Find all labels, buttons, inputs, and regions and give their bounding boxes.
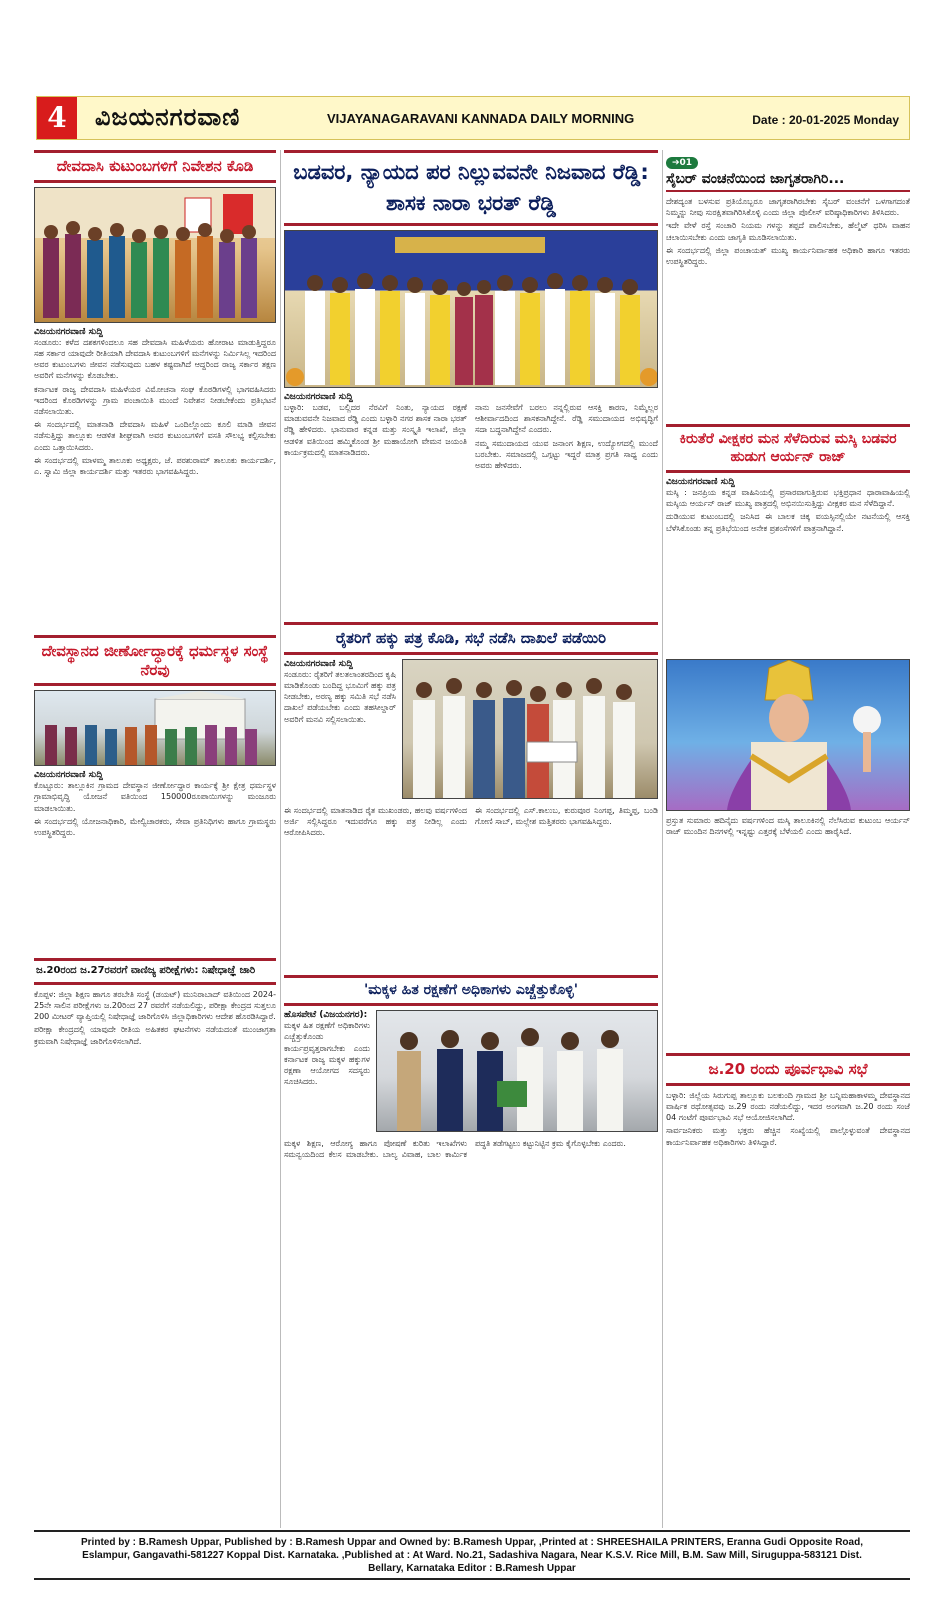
continued-tag: ➔01 — [666, 157, 698, 169]
headline-temple-renovation: ದೇವಸ್ಥಾನದ ಜೀರ್ಣೋದ್ಧಾರಕ್ಕೆ ಧರ್ಮಸ್ಥಳ ಸಂಸ್ಥೆ ನೆರವು — [34, 635, 276, 687]
paragraph: ಕರ್ನಾಟಕ ರಾಜ್ಯ ದೇವದಾಸಿ ಮಹಿಳೆಯರ ವಿಮೋಚನಾ ಸಂಘ ಕೊಠಡಿಗಳಲ್ಲಿ ಭಾಗವಹಿಸಿದರು ಇದರಿಂದ ಕೊಠಡಿಗಳನ್ನು ಗ್ರಾಮ ಪಂಚಾಯಿತಿ ಮುಂದೆ ನಿವೇಶನ ನೀಡಬೇಕೆಂದು ಪ್ರತಿಭಟನೆ ನಡೆಸಲಾಯಿತು. — [34, 384, 276, 416]
paragraph: ಕೊಟ್ಟೂರು: ತಾಲ್ಲೂಕಿನ ಗ್ರಾಮದ ದೇವಸ್ಥಾನ ಜೀರ್ಣೋದ್ಧಾರ ಕಾರ್ಯಕ್ಕೆ ಶ್ರೀ ಕ್ಷೇತ್ರ ಧರ್ಮಸ್ಥಳ ಗ್ರಾಮಾಭಿವೃದ್ಧಿ ಯೋಜನೆ ವತಿಯಿಂದ 150000ರೂಪಾಯಿಗಳನ್ನು ಮಂಜೂರು ಮಾಡಲಾಯಿತು. — [34, 781, 276, 813]
farmers-continued-text — [284, 805, 658, 969]
paragraph: ಈ ಸಂದರ್ಭದಲ್ಲಿ ಮಾತನಾಡಿದ ರೈತ ಮುಖಂಡರು, ಹಲವು ವರ್ಷಗಳಿಂದ ಅರ್ಜಿ ಸಲ್ಲಿಸಿದ್ದರೂ ಇದುವರೆಗೂ ಹಕ್ಕು ಪತ್ರ ನೀಡಿಲ್ಲ ಎಂದು ಆರೋಪಿಸಿದರು. — [284, 805, 467, 838]
article-body-meeting — [666, 1090, 910, 1286]
headline-bharath-reddy: ಬಡವರ, ನ್ಯಾಯದ ಪರ ನಿಲ್ಲುವವನೇ ನಿಜವಾದ ರೆಡ್ಡಿ: ಶಾಸಕ ನಾರಾ ಭರತ್ ರೆಡ್ಡಿ — [284, 150, 658, 226]
memorandum-photo-illustration — [403, 660, 658, 799]
photo-aryan-raj-costume — [666, 659, 910, 811]
column-left — [34, 150, 276, 1251]
paragraph-lead: ಮಕ್ಕಳ ಹಿತ ರಕ್ಷಣೆಗೆ ಅಧಿಕಾರಿಗಳು ಎಚ್ಚೆತ್ತುಕೊಂಡು ಕಾರ್ಯಪ್ರವೃತ್ತರಾಗಬೇಕು ಎಂದು ಕರ್ನಾಟಕ ರಾಜ್ಯ ಮಕ್ಕಳ ಹಕ್ಕುಗಳ ರಕ್ಷಣಾ ಆಯೋಗದ ಸದಸ್ಯರು ಸೂಚಿಸಿದರು. — [284, 1021, 370, 1087]
imprint-line: Printed by : B.Ramesh Uppar, Published by : B.Ramesh Uppar and Owned by: B.Ramesh Uppar, ,Printed at : SHREESHAILA PRINTERS, Eranna Gudi Opposite Road, — [81, 1537, 863, 1548]
photo-vemana-jayanti-stage — [284, 230, 658, 388]
paragraph: ಈ ಸಂದರ್ಭದಲ್ಲಿ ಯೋಜನಾಧಿಕಾರಿ, ಮೇಲ್ವಿಚಾರಕರು, ಸೇವಾ ಪ್ರತಿನಿಧಿಗಳು ಹಾಗೂ ಗ್ರಾಮಸ್ಥರು ಉಪಸ್ಥಿತರಿದ್ದರು. — [34, 816, 276, 838]
byline: ವಿಜಯನಗರವಾಣಿ ಸುದ್ದಿ — [284, 392, 353, 402]
story-child-rights-block — [284, 1010, 658, 1260]
article-body-devadasi — [34, 337, 276, 629]
headline-child-rights: 'ಮಕ್ಕಳ ಹಿತ ರಕ್ಷಣೆಗೆ ಅಧಿಕಾಗಳು ಎಚ್ಚೆತ್ತುಕೊಳ್ಳಿ' — [284, 975, 658, 1007]
column-divider — [280, 150, 281, 1528]
paragraph: ಕೊಪ್ಪಳ: ಜಿಲ್ಲಾ ಶಿಕ್ಷಣ ಹಾಗೂ ತರಬೇತಿ ಸಂಸ್ಥೆ (ಡಯಟ್) ಮುನಿರಾಬಾದ್ ವತಿಯಿಂದ 2024-25ನೇ ಸಾಲಿನ ಪರೀಕ್ಷೆಗಳು ಜ.20ರಿಂದ 27 ರವರೆಗೆ ನಡೆಯಲಿದ್ದು, ಪರೀಕ್ಷಾ ಕೇಂದ್ರದ ಸುತ್ತಲೂ 200 ಮೀಟರ್ ವ್ಯಾಪ್ತಿಯಲ್ಲಿ ನಿಷೇಧಾಜ್ಞೆ ಜಾರಿಗೊಳಿಸಿ ಜಿಲ್ಲಾಧಿಕಾರಿಗಳು ಆದೇಶ ಹೊರಡಿಸಿದ್ದಾರೆ. — [34, 989, 276, 1022]
footer-rule-bottom — [34, 1578, 910, 1580]
newspaper-title-kannada: ವಿಜಯನಗರವಾಣಿ — [95, 103, 241, 131]
byline: ವಿಜಯನಗರವಾಣಿ ಸುದ್ದಿ — [34, 770, 103, 781]
headline-aryan-raj: ಕಿರುತೆರೆ ವೀಕ್ಷಕರ ಮನ ಸೆಳೆದಿರುವ ಮಸ್ಕಿ ಬಡವರ ಹುಡುಗ ಆರ್ಯನ್ ರಾಜ್ — [666, 424, 910, 473]
paragraph: ಈ ಸಂದರ್ಭದಲ್ಲಿ ಮಾತನಾಡಿ ದೇವದಾಸಿ ಮಹಿಳೆ ಒಂದಿಲ್ಲೊಂದು ಕೂಲಿ ಮಾಡಿ ಜೀವನ ನಡೆಸುತ್ತಿದ್ದು ತಾಲ್ಲೂಕು ಆಡಳಿತ ಶೀಘ್ರವಾಗಿ ಅವರ ಕುಟುಂಬಗಳಿಗೆ ವಸತಿ ಸೌಲಭ್ಯ ಕಲ್ಪಿಸಬೇಕು ಎಂದು ಒತ್ತಾಯಿಸಿದರು. — [34, 420, 276, 452]
column-divider — [662, 150, 663, 1528]
photo-child-rights-meeting — [376, 1010, 658, 1132]
byline: ವಿಜಯನಗರವಾಣಿ ಸುದ್ದಿ — [666, 477, 735, 487]
article-body-bharath-reddy — [284, 402, 658, 616]
article-body-exams — [34, 989, 276, 1251]
issue-date: Date : 20-01-2025 Monday — [752, 113, 899, 127]
headline-cyber-fraud: ಸೈಬರ್ ವಂಚನೆಯಿಂದ ಜಾಗೃತರಾಗಿರಿ... — [666, 171, 910, 192]
article-body-cyber — [666, 196, 910, 416]
paragraph: ಬಳ್ಳಾರಿ: ಜಿಲ್ಲೆಯ ಸಿರುಗುಪ್ಪ ತಾಲ್ಲೂಕು ಬಲಕುಂದಿ ಗ್ರಾಮದ ಶ್ರೀ ಬನ್ನಿಮಹಾಕಾಳಮ್ಮ ದೇವಸ್ಥಾನದ ವಾರ್ಷಿಕ ರಥೋತ್ಸವವು ಜ.29 ರಂದು ನಡೆಯಲಿದ್ದು, ಇದರ ಅಂಗವಾಗಿ ಜ.20 ರಂದು ಸಂಜೆ 04 ಗಂಟೆಗೆ ಪೂರ್ವಭಾವಿ ಸಭೆ ಆಯೋಜಿಸಲಾಗಿದೆ. — [666, 1090, 910, 1123]
paragraph: ದುಡಿಯುವ ಕುಟುಂಬದಲ್ಲಿ ಜನಿಸಿದ ಈ ಬಾಲಕ ಚಿಕ್ಕ ವಯಸ್ಸಿನಲ್ಲಿಯೇ ನಟನೆಯಲ್ಲಿ ಆಸಕ್ತಿ ಬೆಳೆಸಿಕೊಂಡು ತನ್ನ ಪ್ರತಿಭೆಯಿಂದ ಅನೇಕ ಪ್ರಶಂಸೆಗಳಿಗೆ ಪಾತ್ರನಾಗಿದ್ದಾನೆ. — [666, 512, 910, 533]
headline-exams-prohibitory: ಜ.20ರಂದ ಜ.27ರವರಗೆ ವಾಣಿಜ್ಯ ಪರೀಕ್ಷೆಗಳು: ನಿಷೇಧಾಜ್ಞೆ ಜಾರಿ — [34, 958, 276, 985]
paragraph: ದೇಶದ್ಯಂತ ಬಳಸುವ ಪ್ರತಿಯೊಬ್ಬರೂ ಜಾಗೃತರಾಗಿರಬೇಕು ಸೈಬರ್ ವಂಚನೆಗೆ ಒಳಗಾಗದಂತೆ ನಿಮ್ಮನ್ನು ನೀವು ಸುರಕ್ಷಿತವಾಗಿರಿಸಿಕೊಳ್ಳಿ ಎಂದು ಜಿಲ್ಲಾ ಪೊಲೀಸ್ ವರಿಷ್ಠಾಧಿಕಾರಿಗಳು ತಿಳಿಸಿದರು. — [666, 197, 910, 218]
story-cyber-header — [666, 150, 910, 169]
photo-temple-donation — [34, 690, 276, 766]
child-rights-continued-text: ಮಕ್ಕಳ ಶಿಕ್ಷಣ, ಆರೋಗ್ಯ ಹಾಗೂ ಪೋಷಣೆ ಕುರಿತು ಇಲಾಖೆಗಳು ಸಮನ್ವಯದಿಂದ ಕೆಲಸ ಮಾಡಬೇಕು. ಬಾಲ್ಯ ವಿವಾಹ, ಬಾಲ ಕಾರ್ಮಿಕ ಪದ್ಧತಿ ತಡೆಗಟ್ಟಲು ಕಟ್ಟುನಿಟ್ಟಿನ ಕ್ರಮ ಕೈಗೊಳ್ಳಬೇಕು ಎಂದರು. — [284, 1139, 626, 1160]
imprint-line: Eslampur, Gangavathi-581227 Koppal Dist. Karnataka. ,Published at : At Ward. No.21, Sadashiva Nagara, Near K.S.V. Rice Mill, B.M. Saw Mill, Siruguppa-583121 Dist. — [82, 1550, 862, 1561]
paragraph: ಸಂಡೂರು: ಕಳೆದ ದಶಕಗಳಿಂದಲೂ ಸಹ ದೇವದಾಸಿ ಮಹಿಳೆಯರು ಹೋರಾಟ ಮಾಡುತ್ತಿದ್ದರೂ ಸಹ ಸರ್ಕಾರ ಯಾವುದೇ ರೀತಿಯಾಗಿ ದೇವದಾಸಿ ಕುಟುಂಬಗಳಿಗೆ ಮನೆಗಳನ್ನು ನಿರ್ಮಿಸಿಲ್ಲ ಇದರಿಂದ ಅವರ ಕುಟುಂಬಗಳು ಜೀವನ ನಡೆಸುವುದು ಬಹಳ ಕಷ್ಟವಾಗಿದೆ ಆದ್ದರಿಂದ ರಾಜ್ಯ ಸರ್ಕಾರ ತಕ್ಷಣ ಅವರಿಗೆ ಮನೆಗಳನ್ನು ಕೊಡಬೇಕು. — [34, 337, 276, 381]
temple-photo-illustration — [35, 691, 276, 766]
paragraph: ಈ ಸಂದರ್ಭದಲ್ಲಿ ಮಾಳಮ್ಮ ತಾಲೂಕು ಅಧ್ಯಕ್ಷರು, ಜೆ. ಪರಶುರಾಮ್ ತಾಲೂಕು ಕಾರ್ಯದರ್ಶಿ, ಎ. ಸ್ವಾಮಿ ಜಿಲ್ಲಾ ಕಾರ್ಯದರ್ಶಿ ಮತ್ತು ಇತರರು ಭಾಗವಹಿಸಿದ್ದರು. — [34, 455, 276, 476]
byline: ಹೊಸಪೇಟೆ (ವಿಜಯನಗರ): — [284, 1010, 368, 1021]
paragraph: ಈ ಸಂದರ್ಭದಲ್ಲಿ ಎಸ್.ಕಾಲುಬ, ಕುರುವೂರ ನಿಂಗಪ್ಪ, ತಿಮ್ಮಪ್ಪ, ಬಂಡಿ ಗೋಣಿ ಸಾಬ್, ಮಲ್ಲೇಶ ಮತ್ತಿತರರು ಭಾಗವಹಿಸಿದ್ದರು. — [475, 805, 658, 826]
paragraph: ಸಾರ್ವಜನಿಕರು ಮತ್ತು ಭಕ್ತರು ಹೆಚ್ಚಿನ ಸಂಖ್ಯೆಯಲ್ಲಿ ಪಾಲ್ಗೊಳ್ಳುವಂತೆ ದೇವಸ್ಥಾನದ ಕಾರ್ಯನಿರ್ವಾಹಕ ಅಧಿಕಾರಿಗಳು ತಿಳಿಸಿದ್ದಾರೆ. — [666, 1126, 910, 1147]
article-body-aryan-raj-bottom: ಪ್ರಸ್ತುತ ಸುಮಾರು ಹದಿನೈದು ವರ್ಷಗಳಿಂದ ಮಸ್ಕಿ ತಾಲೂಕಿನಲ್ಲಿ ನೆಲೆಸಿರುವ ಕುಟುಂಬ ಆರ್ಯನ್ ರಾಜ್ ಮುಂದಿನ ದಿನಗಳಲ್ಲಿ ಇನ್ನಷ್ಟು ಎತ್ತರಕ್ಕೆ ಬೆಳೆಯಲಿ ಎಂದು ಹಾರೈಸಿದೆ. — [666, 816, 910, 837]
paragraph: ಈ ಸಂದರ್ಭದಲ್ಲಿ ಜಿಲ್ಲಾ ಪಂಚಾಯತ್ ಮುಖ್ಯ ಕಾರ್ಯನಿರ್ವಾಹಕ ಅಧಿಕಾರಿ ಹಾಗೂ ಇತರರು ಉಪಸ್ಥಿತರಿದ್ದರು. — [666, 245, 910, 267]
article-body-temple — [34, 780, 276, 952]
byline: ವಿಜಯನಗರವಾಣಿ ಸುದ್ದಿ — [284, 658, 353, 669]
column-right — [666, 150, 910, 1286]
actor-photo-illustration — [667, 660, 910, 811]
headline-devadasi: ದೇವದಾಸಿ ಕುಟುಂಬಗಳಿಗೆ ನಿವೇಶನ ಕೊಡಿ — [34, 150, 276, 183]
child-rights-lead-text — [284, 1010, 370, 1140]
photo-farmers-memorandum — [402, 659, 658, 799]
page-number: 4 — [37, 97, 77, 139]
footer-rule-top — [34, 1530, 910, 1532]
farmers-lead-text — [284, 659, 396, 809]
paragraph: ಇದೇ ವೇಳೆ ರಸ್ತೆ ಸಂಚಾರಿ ನಿಯಮ ಗಳನ್ನು ತಪ್ಪದೆ ಪಾಲಿಸಬೇಕು, ಹೆಲ್ಮೆಟ್ ಧರಿಸಿ ವಾಹನ ಚಲಾಯಿಸಬೇಕು ಎಂದು ಜಾಗೃತಿ ಮೂಡಿಸಲಾಯಿತು. — [666, 221, 910, 242]
story-farmers-block — [284, 659, 658, 969]
stage-photo-illustration — [285, 231, 658, 388]
paragraph: ಪರೀಕ್ಷಾ ಕೇಂದ್ರದಲ್ಲಿ ಯಾವುದೇ ರೀತಿಯ ಅಹಿತಕರ ಘಟನೆಗಳು ನಡೆಯದಂತೆ ಮುಂಜಾಗ್ರತಾ ಕ್ರಮವಾಗಿ ನಿಷೇಧಾಜ್ಞೆ ಜಾರಿಗೊಳಿಸಲಾಗಿದೆ. — [34, 1025, 276, 1046]
masthead — [36, 96, 910, 140]
paragraph-lead: ಸಂಡೂರು: ರೈತರಿಗೆ ತಲತಲಾಂತರದಿಂದ ಕೃಷಿ ಮಾಡಿಕೊಂಡು ಬಂದಿದ್ದ ಭೂಮಿಗೆ ಹಕ್ಕು ಪತ್ರ ನೀಡಬೇಕು, ಅರಣ್ಯ ಹಕ್ಕು ಸಮಿತಿ ಸಭೆ ನಡೆಸಿ ದಾಖಲೆ ಪಡೆಯಬೇಕು ಎಂದು ತಹಸೀಲ್ದಾರ್ ಅವರಿಗೆ ಮನವಿ ಸಲ್ಲಿಸಲಾಯಿತು. — [284, 669, 396, 724]
headline-preparatory-meeting: ಜ.20 ರಂದು ಪೂರ್ವಭಾವಿ ಸಭೆ — [666, 1053, 910, 1086]
newspaper-title-english: VIJAYANAGARAVANI KANNADA DAILY MORNING — [327, 111, 635, 126]
photo-devadasi-protest — [34, 187, 276, 323]
imprint-footer — [34, 1536, 910, 1575]
protest-photo-illustration — [35, 188, 276, 323]
paragraph: ನಾನು ಜನಸೇವೆಗೆ ಬರಲು ನನ್ನಲ್ಲಿರುವ ಆಸಕ್ತಿ ಕಾರಣ, ನಿಮ್ಮೆಲ್ಲರ ಆಶೀರ್ವಾದದಿಂದ ಶಾಸಕನಾಗಿದ್ದೇನೆ. ರೆಡ್ಡಿ ಸಮುದಾಯದ ಅಭಿವೃದ್ಧಿಗೆ ಸದಾ ಬದ್ಧನಾಗಿದ್ದೇನೆ ಎಂದರು. — [475, 403, 658, 435]
paragraph: ಮಸ್ಕಿ : ಜನಪ್ರಿಯ ಕನ್ನಡ ವಾಹಿನಿಯಲ್ಲಿ ಪ್ರಸಾರವಾಗುತ್ತಿರುವ ಭಕ್ತಿಪ್ರಧಾನ ಧಾರಾವಾಹಿಯಲ್ಲಿ ಮಸ್ಕಿಯ ಆರ್ಯನ್ ರಾಜ್ ಮುಖ್ಯ ಪಾತ್ರದಲ್ಲಿ ಅಭಿನಯಿಸುತ್ತಿದ್ದು ವೀಕ್ಷಕರ ಮನ ಸೆಳೆದಿದ್ದಾನೆ. — [666, 488, 910, 509]
paragraph: ಬಳ್ಳಾರಿ: ಬಡವ, ಬಲ್ಲಿದರ ನೆರವಿಗೆ ನಿಂತು, ನ್ಯಾಯದ ರಕ್ಷಣೆ ಮಾಡುವವನೇ ನಿಜವಾದ ರೆಡ್ಡಿ ಎಂದು ಬಳ್ಳಾರಿ ನಗರ ಶಾಸಕ ನಾರಾ ಭರತ್ ರೆಡ್ಡಿ ಹೇಳಿದರು. ಭಾನುವಾರ ಕನ್ನಡ ಮತ್ತು ಸಂಸ್ಕೃತಿ ಇಲಾಖೆ, ಜಿಲ್ಲಾ ಆಡಳಿತ ವತಿಯಿಂದ ಹಮ್ಮಿಕೊಂಡ ಶ್ರೀ ಮಹಾಯೋಗಿ ವೇಮನ ಜಯಂತಿ ಕಾರ್ಯಕ್ರಮದಲ್ಲಿ ಮಾತನಾಡಿದರು. — [284, 403, 467, 457]
article-body-aryan-raj-top — [666, 487, 910, 655]
imprint-line: Bellary, Karnataka Editor : B.Ramesh Uppar — [368, 1563, 576, 1574]
meeting-photo-illustration — [377, 1011, 658, 1132]
paragraph: ನಮ್ಮ ಸಮುದಾಯದ ಯುವ ಜನಾಂಗ ಶಿಕ್ಷಣ, ಉದ್ಯೋಗದಲ್ಲಿ ಮುಂದೆ ಬರಬೇಕು. ಸಮಾಜದಲ್ಲಿ ಒಗ್ಗಟ್ಟು ಇದ್ದರೆ ಮಾತ್ರ ಪ್ರಗತಿ ಸಾಧ್ಯ ಎಂದು ಅವರು ಹೇಳಿದರು. — [475, 438, 658, 471]
headline-farmers-title-deeds: ರೈತರಿಗೆ ಹಕ್ಕು ಪತ್ರ ಕೊಡಿ, ಸಭೆ ನಡೆಸಿ ದಾಖಲೆ ಪಡೆಯಿರಿ — [284, 622, 658, 655]
byline: ವಿಜಯನಗರವಾಣಿ ಸುದ್ದಿ — [34, 326, 103, 337]
column-center — [284, 150, 658, 1260]
